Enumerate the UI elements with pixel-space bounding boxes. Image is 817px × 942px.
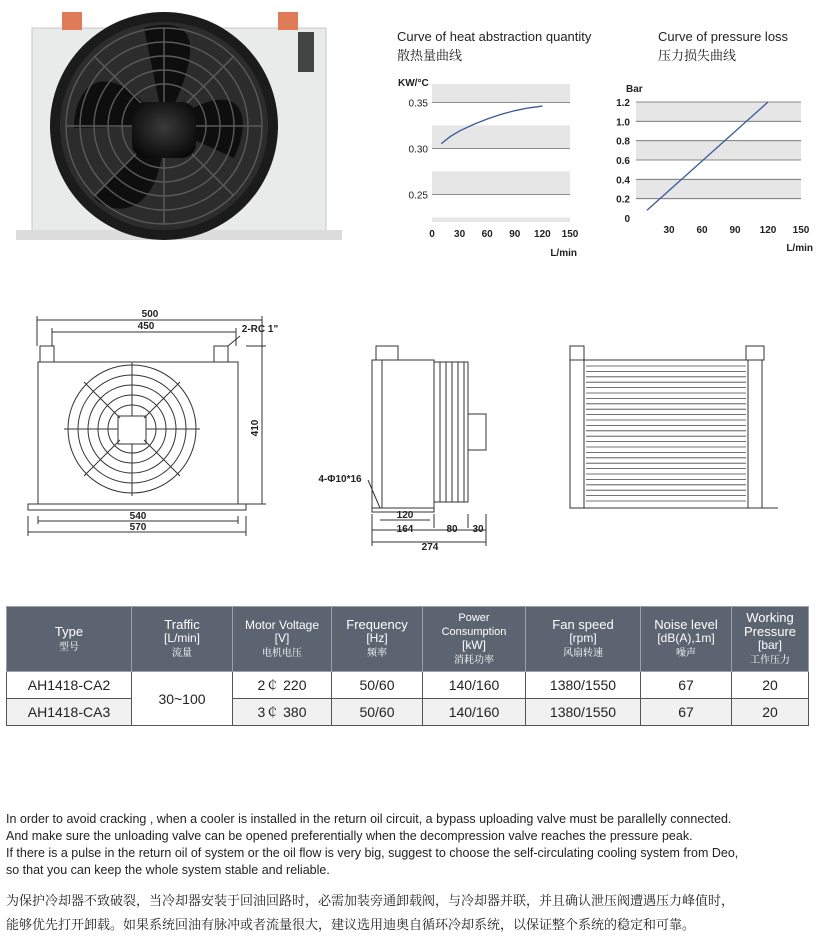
dim-port: 2-RC 1" [241,324,279,335]
note-en-3: If there is a pulse in the return oil of system or the oil flow is very big, suggest to choose the self-circulating cooling system from Deo, [6,846,739,860]
y-tick-label: 0.30 [408,144,428,156]
header-frequency: Frequency [Hz] 频率 [332,607,423,672]
x-tick-label: 150 [561,229,579,240]
cell-voltage: 3￠ 380 [233,699,332,726]
plot-band [636,141,801,160]
cell-frequency: 50/60 [332,672,423,699]
table-row [7,699,809,726]
plot-band [432,125,570,148]
product-photo [14,8,344,260]
back-view [570,346,778,508]
header-noise: Noise level [dB(A),1m] 噪声 [641,607,732,672]
technical-drawings [0,296,817,566]
x-tick-label: 60 [481,229,493,240]
dim-410: 410 [250,419,261,437]
x-tick-label: 150 [792,225,810,236]
cell-speed: 1380/1550 [526,672,641,699]
dim-30: 30 [472,524,484,535]
x-tick-label: 60 [696,225,708,236]
heat-chart-title-zh: 散热量曲线 [397,48,463,63]
side-view [368,346,486,546]
y-tick-label: 0.35 [408,98,428,110]
x-tick-label: 30 [663,225,675,236]
cell-power: 140/160 [423,672,526,699]
plot-band [636,102,801,121]
dim-450: 450 [137,321,155,332]
cell-frequency: 50/60 [332,699,423,726]
x-tick-label: 90 [509,229,521,240]
y-tick-label: 0 [624,214,630,225]
note-zh-1: 为保护冷却器不致破裂，当冷却器安装于回油回路时，必需加装旁通卸载阀，与冷却器并联，并且确认泄压阀遭遇压力峰值时， [6,893,735,908]
y-axis-unit: Bar [626,84,643,95]
plot-band [432,217,570,222]
cell-pressure: 20 [732,672,809,699]
plot-band [636,179,801,198]
plot-band [432,171,570,194]
x-axis-unit: L/min [786,243,813,254]
cell-type: AH1418-CA2 [7,672,132,699]
note-en-4: so that you can keep the whole system stable and reliable. [6,863,330,877]
pressure-chart-title-zh: 压力损失曲线 [658,48,737,63]
cell-traffic: 30~100 [132,672,233,726]
dim-164: 164 [396,524,414,535]
x-tick-label: 30 [454,229,466,240]
header-type: Type 型号 [7,607,132,672]
dim-540: 540 [129,511,147,522]
spec-table [6,606,809,726]
note-zh-2: 能够优先打开卸载。如果系统回油有脉冲或者流量很大，建议选用迪奥自循环冷却系统，以保证整个系统的稳定和可靠。 [6,917,696,932]
y-tick-label: 0.8 [616,136,630,148]
front-view [28,316,266,536]
heat-chart [392,72,582,262]
x-tick-label: 90 [729,225,741,236]
spec-header-row [7,607,809,672]
pressure-chart [608,78,817,264]
header-working-pressure: Working Pressure [bar] 工作压力 [732,607,809,672]
header-motor-voltage: Motor Voltage [V] 电机电压 [233,607,332,672]
cell-voltage: 2￠ 220 [233,672,332,699]
dim-274: 274 [421,542,439,553]
pressure-chart-title-en: Curve of pressure loss [658,29,789,44]
heat-chart-title-en: Curve of heat abstraction quantity [397,29,592,44]
cell-noise: 67 [641,699,732,726]
note-en-2: And make sure the unloading valve can be opened preferentially when the decompression valve reaches the pressure peak. [6,829,693,843]
y-tick-label: 0.4 [616,175,630,187]
y-tick-label: 1.2 [616,98,630,109]
dim-570: 570 [129,522,147,533]
cell-type: AH1418-CA3 [7,699,132,726]
cell-power: 140/160 [423,699,526,726]
x-tick-label: 120 [759,225,777,236]
cell-speed: 1380/1550 [526,699,641,726]
note-en-1: In order to avoid cracking , when a cooler is installed in the return oil circuit, a bypass uploading valve must be parallelly connected. [6,812,732,826]
dim-500: 500 [141,309,159,320]
y-tick-label: 0.6 [616,156,630,167]
dim-80: 80 [446,524,458,535]
x-tick-label: 120 [534,229,551,240]
fan-cooler-illustration [14,8,344,260]
y-axis-unit: KW/°C [398,78,429,89]
cell-pressure: 20 [732,699,809,726]
cell-noise: 67 [641,672,732,699]
x-tick-label: 0 [429,229,435,240]
header-traffic: Traffic [L/min] 流量 [132,607,233,672]
dim-120: 120 [396,510,414,521]
y-tick-label: 0.2 [616,194,630,206]
dim-holes: 4-Φ10*16 [318,474,362,485]
y-tick-label: 1.0 [616,117,630,129]
x-axis-unit: L/min [550,248,577,259]
table-row [7,672,809,699]
header-fan-speed: Fan speed [rpm] 风扇转速 [526,607,641,672]
header-power: Power Consumption [kW] 消耗功率 [423,607,526,672]
plot-band [432,84,570,102]
y-tick-label: 0.25 [408,190,428,202]
